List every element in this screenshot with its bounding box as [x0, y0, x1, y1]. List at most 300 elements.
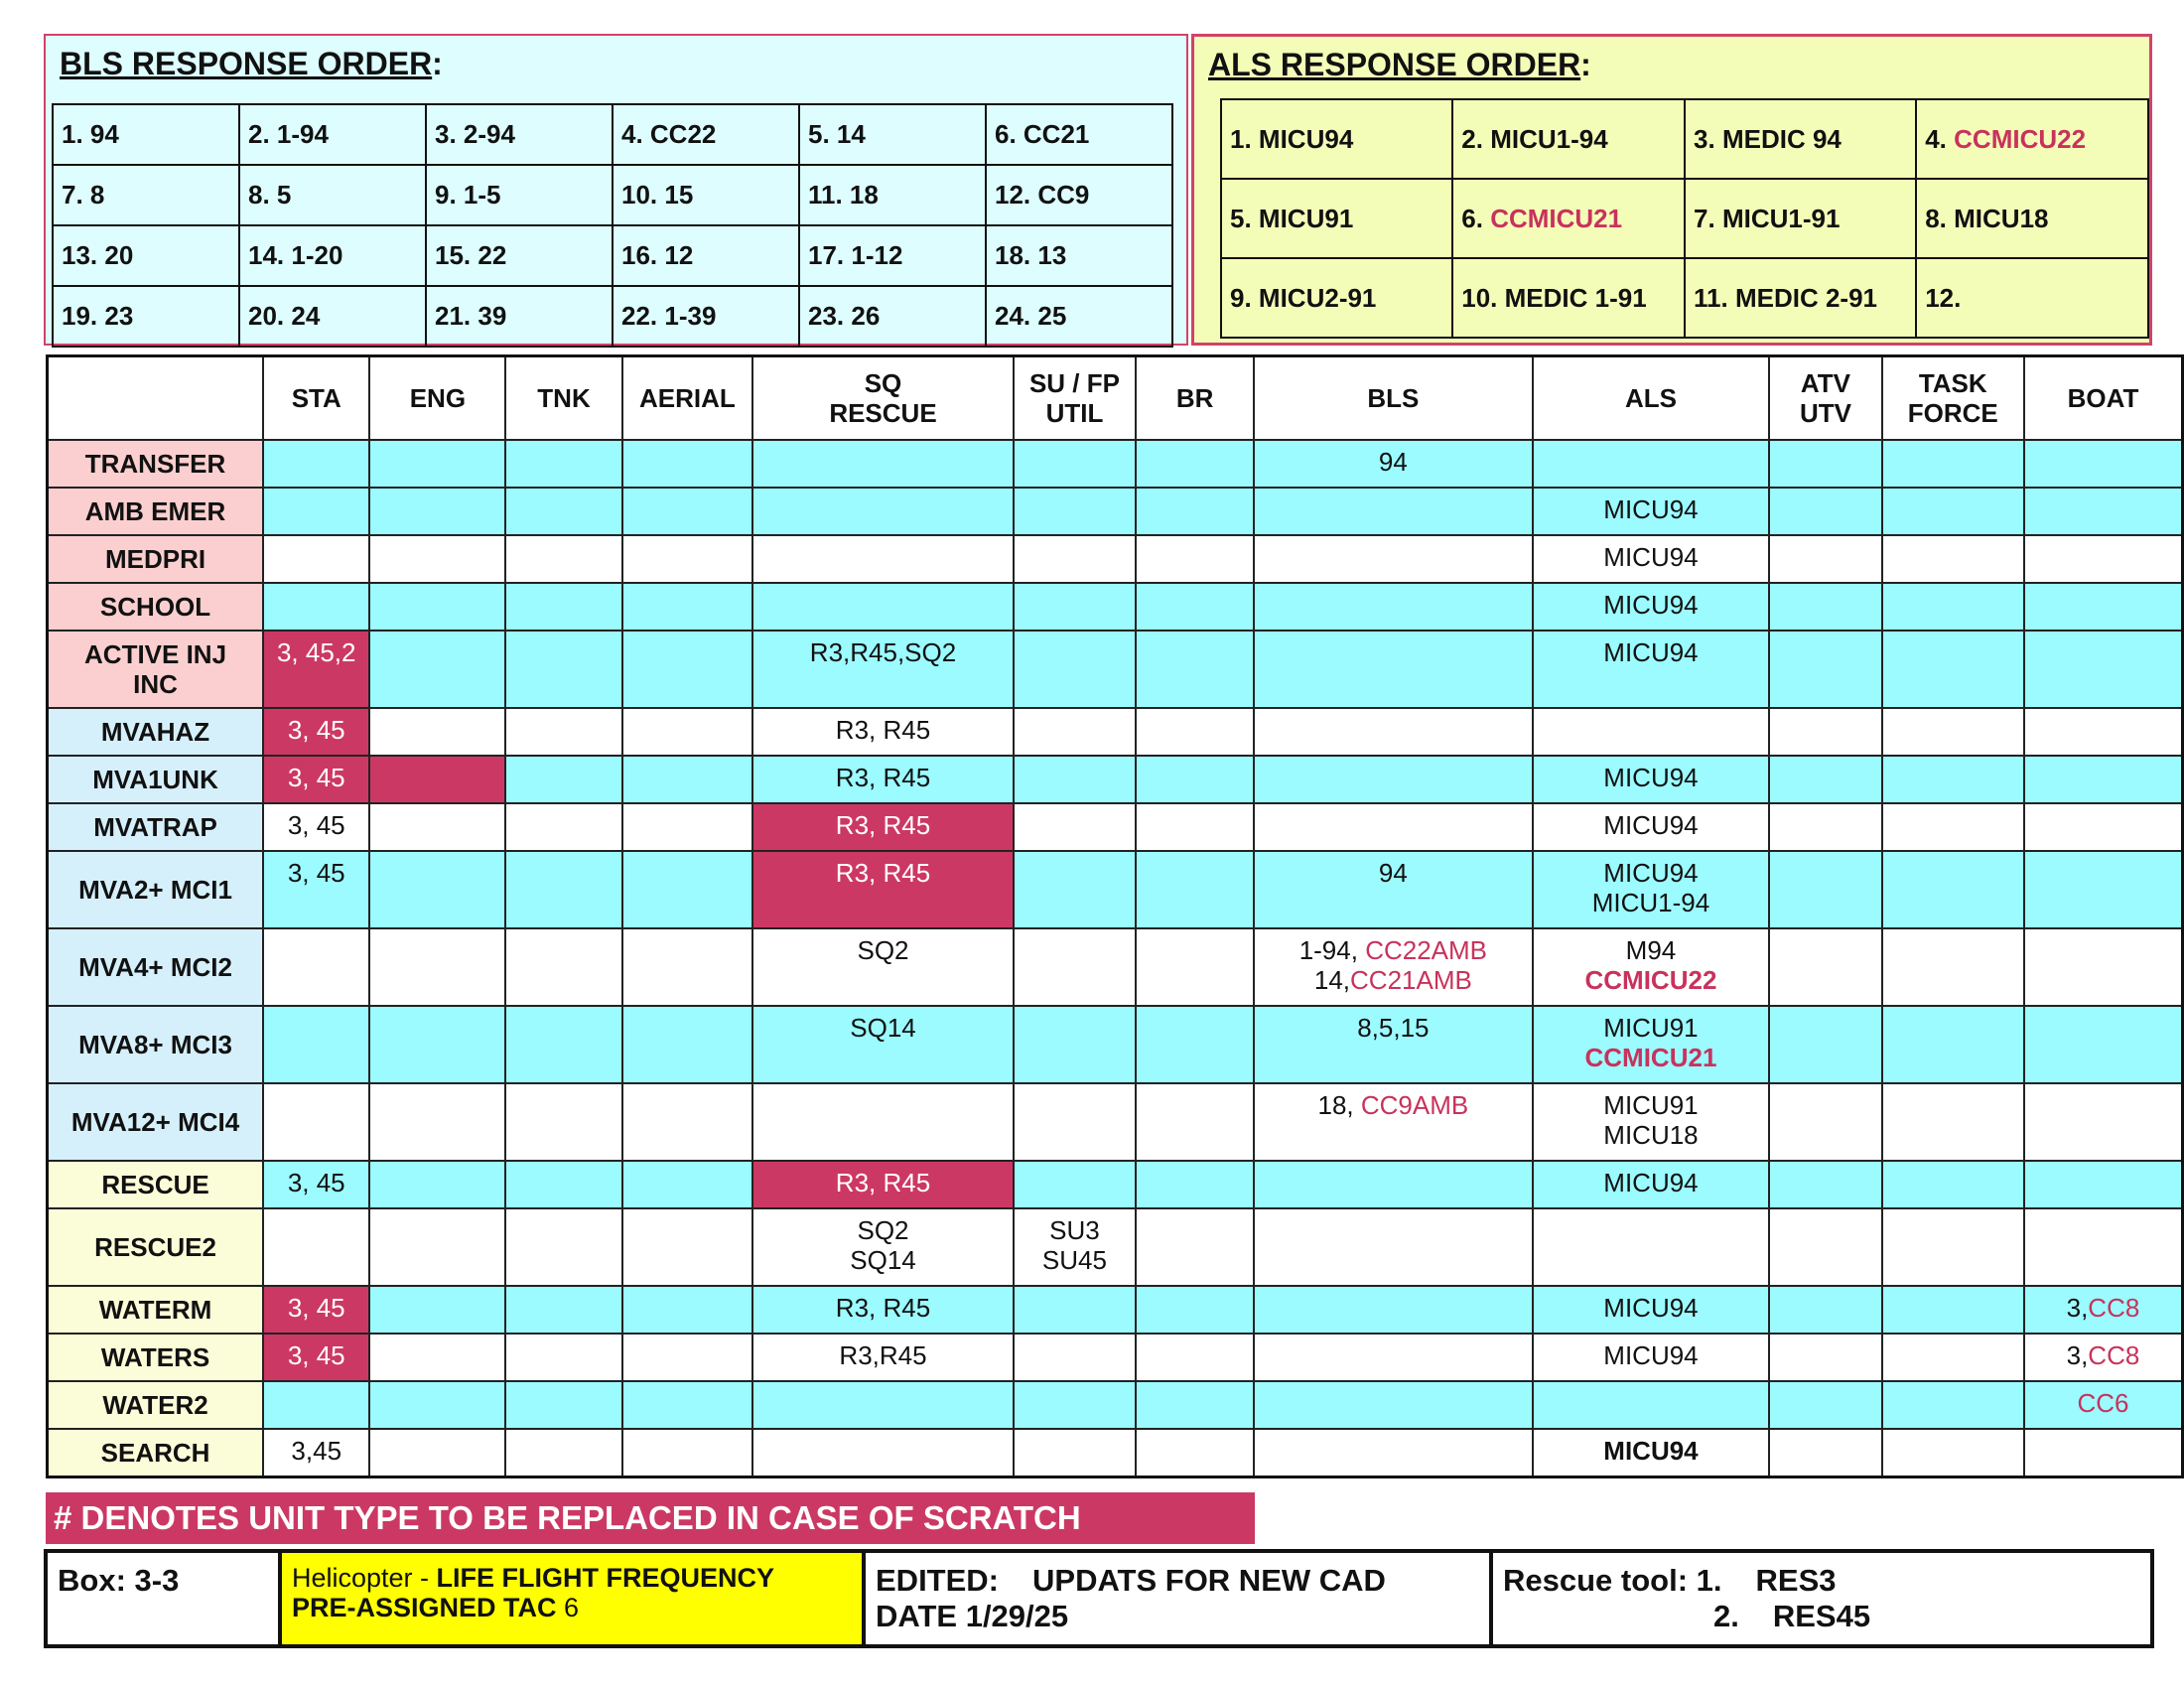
assignment-cell	[1769, 803, 1881, 851]
assignment-cell	[263, 583, 369, 631]
grid-row	[48, 440, 2183, 488]
assignment-cell	[622, 488, 753, 535]
assignment-cell: MICU94	[1533, 631, 1770, 708]
assignment-cell	[1882, 1208, 2024, 1286]
assignment-cell: SQ14	[752, 1006, 1014, 1083]
assignment-cell	[1136, 1429, 1254, 1477]
column-header: STA	[263, 356, 369, 441]
bls-order-item: 9. 1-5	[426, 165, 613, 225]
assignment-cell: 3, 45	[263, 803, 369, 851]
assignment-cell	[1882, 708, 2024, 756]
edited-info: EDITED: UPDATS FOR NEW CAD DATE 1/29/25	[866, 1553, 1493, 1644]
assignment-cell: MICU94	[1533, 488, 1770, 535]
scratch-unit: CC9AMB	[1360, 1090, 1469, 1120]
assignment-cell	[1882, 803, 2024, 851]
assignment-cell	[1769, 1083, 1881, 1161]
assignment-cell: MICU94 MICU1-94	[1533, 851, 1770, 928]
assignment-cell	[1254, 1286, 1533, 1334]
assignment-cell	[1014, 440, 1136, 488]
assignment-cell	[1769, 583, 1881, 631]
assignment-cell	[369, 851, 505, 928]
assignment-cell	[2024, 928, 2183, 1006]
assignment-cell	[1882, 1286, 2024, 1334]
column-header: BLS	[1254, 356, 1533, 441]
bls-order-item: 8. 5	[239, 165, 426, 225]
grid-row	[48, 1208, 2183, 1286]
assignment-cell	[1136, 708, 1254, 756]
bls-order-item: 12. CC9	[986, 165, 1172, 225]
assignment-cell	[622, 708, 753, 756]
call-type-label: MVA4+ MCI2	[48, 928, 264, 1006]
assignment-cell	[1136, 1161, 1254, 1208]
assignment-cell	[1769, 1208, 1881, 1286]
assignment-cell: 3, 45	[263, 708, 369, 756]
assignment-cell	[505, 708, 621, 756]
assignment-cell	[622, 756, 753, 803]
assignment-cell	[505, 1161, 621, 1208]
assignment-cell	[622, 1208, 753, 1286]
assignment-cell	[1014, 1429, 1136, 1477]
assignment-cell	[752, 535, 1014, 583]
assignment-cell	[2024, 583, 2183, 631]
assignment-cell	[263, 1381, 369, 1429]
assignment-cell	[1136, 440, 1254, 488]
assignment-cell	[369, 708, 505, 756]
assignment-cell	[505, 583, 621, 631]
call-type-label: RESCUE2	[48, 1208, 264, 1286]
bls-order-item: 7. 8	[53, 165, 239, 225]
call-type-label: ACTIVE INJ INC	[48, 631, 264, 708]
bls-order-item: 5. 14	[799, 104, 986, 165]
assignment-cell	[1769, 928, 1881, 1006]
bls-order-row	[53, 286, 1172, 347]
assignment-cell	[1014, 756, 1136, 803]
als-order-item: 10. MEDIC 1-91	[1452, 258, 1685, 338]
grid-header-row	[48, 356, 2183, 441]
grid-row	[48, 1286, 2183, 1334]
assignment-cell	[1254, 488, 1533, 535]
assignment-cell	[1136, 1208, 1254, 1286]
assignment-cell	[369, 1208, 505, 1286]
assignment-cell	[1254, 1381, 1533, 1429]
call-type-label: MVA2+ MCI1	[48, 851, 264, 928]
grid-row	[48, 1161, 2183, 1208]
assignment-cell	[1769, 1161, 1881, 1208]
assignment-cell	[1254, 756, 1533, 803]
assignment-cell	[1882, 440, 2024, 488]
assignment-cell: MICU91 CCMICU21	[1533, 1006, 1770, 1083]
assignment-cell	[1014, 803, 1136, 851]
assignment-cell: 3, 45	[263, 1286, 369, 1334]
assignment-cell	[622, 803, 753, 851]
assignment-cell: 1-94, CC22AMB 14,CC21AMB	[1254, 928, 1533, 1006]
bls-order-item: 23. 26	[799, 286, 986, 347]
assignment-cell	[1136, 1381, 1254, 1429]
grid-row	[48, 803, 2183, 851]
assignment-cell	[1769, 1381, 1881, 1429]
assignment-cell	[1769, 756, 1881, 803]
assignment-cell	[263, 535, 369, 583]
als-order-item: 9. MICU2-91	[1221, 258, 1452, 338]
assignment-cell: M94 CCMICU22	[1533, 928, 1770, 1006]
assignment-cell	[622, 1161, 753, 1208]
bls-order-item: 11. 18	[799, 165, 986, 225]
assignment-cell	[752, 1083, 1014, 1161]
grid-row	[48, 928, 2183, 1006]
assignment-cell	[505, 440, 621, 488]
assignment-cell	[1254, 1429, 1533, 1477]
call-type-label: WATER2	[48, 1381, 264, 1429]
bls-order-item: 24. 25	[986, 286, 1172, 347]
assignment-cell: R3, R45	[752, 708, 1014, 756]
grid-row	[48, 631, 2183, 708]
assignment-cell	[1769, 1429, 1881, 1477]
assignment-cell	[505, 1429, 621, 1477]
bls-order-table	[52, 103, 1173, 348]
helicopter-info: Helicopter - LIFE FLIGHT FREQUENCY PRE-ASSIGNED TAC 6	[282, 1553, 866, 1644]
assignment-cell	[622, 1286, 753, 1334]
bls-order-item: 2. 1-94	[239, 104, 426, 165]
assignment-cell	[369, 1429, 505, 1477]
assignment-cell	[1136, 583, 1254, 631]
assignment-cell	[1014, 1083, 1136, 1161]
footer-bar	[44, 1549, 2154, 1648]
call-type-label: WATERM	[48, 1286, 264, 1334]
assignment-cell	[1014, 1006, 1136, 1083]
assignment-cell	[2024, 803, 2183, 851]
assignment-cell	[1882, 1429, 2024, 1477]
assignment-cell: 94	[1254, 851, 1533, 928]
response-assignment-grid	[46, 354, 2184, 1478]
als-unit: MICU1-94	[1490, 123, 1608, 154]
als-unit: MEDIC 2-91	[1734, 282, 1878, 313]
assignment-cell	[1014, 583, 1136, 631]
assignment-cell: 8,5,15	[1254, 1006, 1533, 1083]
assignment-cell	[1882, 1334, 2024, 1381]
assignment-cell	[263, 440, 369, 488]
column-header: ALS	[1533, 356, 1770, 441]
call-type-label: TRANSFER	[48, 440, 264, 488]
assignment-cell	[1254, 1208, 1533, 1286]
assignment-cell	[505, 1381, 621, 1429]
assignment-cell	[369, 1161, 505, 1208]
assignment-cell	[622, 1083, 753, 1161]
call-type-label: SCHOOL	[48, 583, 264, 631]
als-unit: MICU18	[1954, 203, 2049, 233]
scratch-unit: CC8	[2088, 1340, 2140, 1370]
grid-row	[48, 488, 2183, 535]
call-type-label: MVAHAZ	[48, 708, 264, 756]
assignment-cell	[752, 583, 1014, 631]
assignment-cell	[1769, 631, 1881, 708]
assignment-cell	[1136, 631, 1254, 708]
assignment-cell	[1882, 1381, 2024, 1429]
assignment-cell: 3, 45,2	[263, 631, 369, 708]
assignment-cell	[1014, 488, 1136, 535]
assignment-cell	[1769, 851, 1881, 928]
scratch-unit: CC8	[2088, 1293, 2140, 1323]
scratch-unit: CC21AMB	[1350, 965, 1472, 995]
assignment-cell: SU3 SU45	[1014, 1208, 1136, 1286]
assignment-cell	[622, 1429, 753, 1477]
assignment-cell	[1533, 1208, 1770, 1286]
als-order-table	[1220, 98, 2149, 339]
assignment-cell	[2024, 756, 2183, 803]
als-unit: MICU94	[1603, 1436, 1699, 1466]
assignment-cell	[505, 1208, 621, 1286]
als-unit: MICU91	[1258, 203, 1354, 233]
grid-row	[48, 1083, 2183, 1161]
assignment-cell	[1136, 803, 1254, 851]
rescue-tool-info: Rescue tool: 1. RES3 2. RES45	[1503, 1563, 1871, 1633]
scratch-unit: CC22AMB	[1365, 935, 1488, 965]
assignment-cell	[369, 756, 505, 803]
assignment-cell	[1882, 583, 2024, 631]
assignment-cell	[2024, 708, 2183, 756]
assignment-cell	[1254, 803, 1533, 851]
bls-title: BLS RESPONSE ORDER:	[60, 46, 443, 81]
bls-order-item: 1. 94	[53, 104, 239, 165]
column-header: ATV UTV	[1769, 356, 1881, 441]
column-header: ENG	[369, 356, 505, 441]
call-type-label: MVA12+ MCI4	[48, 1083, 264, 1161]
assignment-cell	[263, 488, 369, 535]
assignment-cell	[1769, 535, 1881, 583]
assignment-cell	[263, 1006, 369, 1083]
assignment-cell	[1014, 851, 1136, 928]
assignment-cell	[369, 928, 505, 1006]
als-unit: CCMICU21	[1490, 203, 1623, 233]
assignment-cell: R3, R45	[752, 851, 1014, 928]
als-unit: MEDIC 1-91	[1504, 282, 1647, 313]
bls-order-row	[53, 225, 1172, 286]
assignment-cell	[1882, 928, 2024, 1006]
column-header	[48, 356, 264, 441]
assignment-cell	[622, 1381, 753, 1429]
assignment-cell	[1533, 440, 1770, 488]
assignment-cell	[1769, 1334, 1881, 1381]
assignment-cell	[369, 535, 505, 583]
bls-order-row	[53, 104, 1172, 165]
assignment-cell: 18, CC9AMB	[1254, 1083, 1533, 1161]
assignment-cell	[1254, 535, 1533, 583]
assignment-cell: MICU94	[1533, 756, 1770, 803]
assignment-cell	[1769, 488, 1881, 535]
assignment-cell	[505, 851, 621, 928]
assignment-cell	[369, 803, 505, 851]
assignment-cell	[622, 535, 753, 583]
column-header: BR	[1136, 356, 1254, 441]
als-order-item: 3. MEDIC 94	[1685, 99, 1916, 179]
bls-order-item: 10. 15	[613, 165, 799, 225]
assignment-cell	[1014, 631, 1136, 708]
als-order-item: 7. MICU1-91	[1685, 179, 1916, 258]
assignment-cell	[505, 1286, 621, 1334]
column-header: TNK	[505, 356, 621, 441]
assignment-cell	[369, 440, 505, 488]
assignment-cell	[1136, 1286, 1254, 1334]
call-type-label: AMB EMER	[48, 488, 264, 535]
assignment-cell	[1014, 1381, 1136, 1429]
assignment-cell: 94	[1254, 440, 1533, 488]
assignment-cell: R3,R45,SQ2	[752, 631, 1014, 708]
als-order-item: 1. MICU94	[1221, 99, 1452, 179]
als-unit: MEDIC 94	[1721, 123, 1842, 154]
assignment-cell	[1882, 535, 2024, 583]
bls-order-item: 19. 23	[53, 286, 239, 347]
column-header: SU / FP UTIL	[1014, 356, 1136, 441]
assignment-cell	[2024, 1381, 2183, 1429]
assignment-cell	[505, 1334, 621, 1381]
assignment-cell	[263, 1208, 369, 1286]
assignment-cell	[1882, 1083, 2024, 1161]
assignment-cell	[263, 1083, 369, 1161]
assignment-cell	[369, 1006, 505, 1083]
assignment-cell	[2024, 1083, 2183, 1161]
assignment-cell	[622, 631, 753, 708]
assignment-cell	[369, 1334, 505, 1381]
bls-order-item: 13. 20	[53, 225, 239, 286]
bls-order-row	[53, 165, 1172, 225]
scratch-unit: CCMICU21	[1584, 1043, 1717, 1072]
assignment-cell: R3, R45	[752, 756, 1014, 803]
assignment-cell: MICU94	[1533, 583, 1770, 631]
assignment-cell	[369, 1083, 505, 1161]
assignment-cell	[1136, 488, 1254, 535]
assignment-cell	[622, 851, 753, 928]
assignment-cell	[1014, 1161, 1136, 1208]
als-order-item: 6. CCMICU21	[1452, 179, 1685, 258]
assignment-cell	[2024, 440, 2183, 488]
assignment-cell	[505, 756, 621, 803]
assignment-cell	[1254, 1334, 1533, 1381]
als-order-row	[1221, 99, 2148, 179]
als-order-item: 11. MEDIC 2-91	[1685, 258, 1916, 338]
assignment-cell	[752, 440, 1014, 488]
assignment-cell	[1014, 1334, 1136, 1381]
assignment-cell	[622, 583, 753, 631]
bls-order-item: 3. 2-94	[426, 104, 613, 165]
assignment-cell	[505, 803, 621, 851]
assignment-cell	[505, 535, 621, 583]
als-order-item: 4. CCMICU22	[1916, 99, 2148, 179]
bls-order-item: 6. CC21	[986, 104, 1172, 165]
assignment-cell: R3,R45	[752, 1334, 1014, 1381]
assignment-cell: MICU94	[1533, 1286, 1770, 1334]
call-type-label: RESCUE	[48, 1161, 264, 1208]
assignment-cell	[2024, 631, 2183, 708]
assignment-cell	[2024, 488, 2183, 535]
assignment-cell: MICU91 MICU18	[1533, 1083, 1770, 1161]
als-title: ALS RESPONSE ORDER:	[1208, 47, 1591, 82]
assignment-cell	[369, 1381, 505, 1429]
call-type-label: MVA8+ MCI3	[48, 1006, 264, 1083]
assignment-cell	[1254, 583, 1533, 631]
bls-order-item: 22. 1-39	[613, 286, 799, 347]
box-number: Box: 3-3	[48, 1553, 282, 1644]
scratch-unit: CC6	[2077, 1388, 2129, 1418]
assignment-cell	[505, 1006, 621, 1083]
assignment-cell	[752, 1381, 1014, 1429]
grid-row	[48, 851, 2183, 928]
column-header: AERIAL	[622, 356, 753, 441]
assignment-cell: SQ2 SQ14	[752, 1208, 1014, 1286]
assignment-cell	[1136, 1006, 1254, 1083]
call-type-label: MVA1UNK	[48, 756, 264, 803]
scratch-legend: # DENOTES UNIT TYPE TO BE REPLACED IN CASE OF SCRATCH	[46, 1492, 1255, 1544]
assignment-cell	[1882, 851, 2024, 928]
assignment-cell: 3,CC8	[2024, 1334, 2183, 1381]
assignment-cell	[1769, 708, 1881, 756]
assignment-cell	[1136, 756, 1254, 803]
assignment-cell: MICU94	[1533, 803, 1770, 851]
assignment-cell	[2024, 1006, 2183, 1083]
assignment-cell	[622, 1334, 753, 1381]
assignment-cell	[1882, 756, 2024, 803]
assignment-cell	[1014, 535, 1136, 583]
scratch-unit: CCMICU22	[1584, 965, 1717, 995]
call-type-label: WATERS	[48, 1334, 264, 1381]
bls-response-order-panel	[44, 34, 1188, 346]
grid-row	[48, 1334, 2183, 1381]
assignment-cell: MICU94	[1533, 1161, 1770, 1208]
assignment-cell: R3, R45	[752, 1286, 1014, 1334]
als-order-row	[1221, 179, 2148, 258]
assignment-cell	[752, 488, 1014, 535]
als-unit: MICU1-91	[1721, 203, 1841, 233]
bls-order-item: 18. 13	[986, 225, 1172, 286]
assignment-cell	[1136, 851, 1254, 928]
als-order-item: 5. MICU91	[1221, 179, 1452, 258]
bls-order-item: 21. 39	[426, 286, 613, 347]
assignment-cell	[752, 1429, 1014, 1477]
assignment-cell	[505, 1083, 621, 1161]
assignment-cell	[1769, 1286, 1881, 1334]
als-order-item: 2. MICU1-94	[1452, 99, 1685, 179]
grid-row	[48, 1006, 2183, 1083]
assignment-cell	[2024, 535, 2183, 583]
bls-order-item: 4. CC22	[613, 104, 799, 165]
als-response-order-panel	[1191, 34, 2152, 346]
assignment-cell	[1882, 631, 2024, 708]
grid-row	[48, 535, 2183, 583]
assignment-cell	[1533, 1429, 1770, 1477]
als-unit: CCMICU22	[1954, 123, 2087, 154]
als-unit: MICU2-91	[1258, 282, 1377, 313]
column-header: SQ RESCUE	[752, 356, 1014, 441]
assignment-cell: 3, 45	[263, 1161, 369, 1208]
assignment-cell	[1014, 928, 1136, 1006]
assignment-cell	[2024, 1161, 2183, 1208]
assignment-cell	[1136, 535, 1254, 583]
bls-order-item: 15. 22	[426, 225, 613, 286]
als-order-item: 12.	[1916, 258, 2148, 338]
assignment-cell	[2024, 1429, 2183, 1477]
assignment-cell	[1882, 1161, 2024, 1208]
assignment-cell	[2024, 1208, 2183, 1286]
assignment-cell: 3,45	[263, 1429, 369, 1477]
grid-row	[48, 1381, 2183, 1429]
assignment-cell	[505, 631, 621, 708]
assignment-cell	[622, 928, 753, 1006]
assignment-cell	[1254, 1161, 1533, 1208]
assignment-cell	[1533, 1381, 1770, 1429]
assignment-cell	[1136, 1334, 1254, 1381]
assignment-cell	[1769, 440, 1881, 488]
bls-order-item: 16. 12	[613, 225, 799, 286]
assignment-cell: 3, 45	[263, 851, 369, 928]
assignment-cell	[263, 928, 369, 1006]
